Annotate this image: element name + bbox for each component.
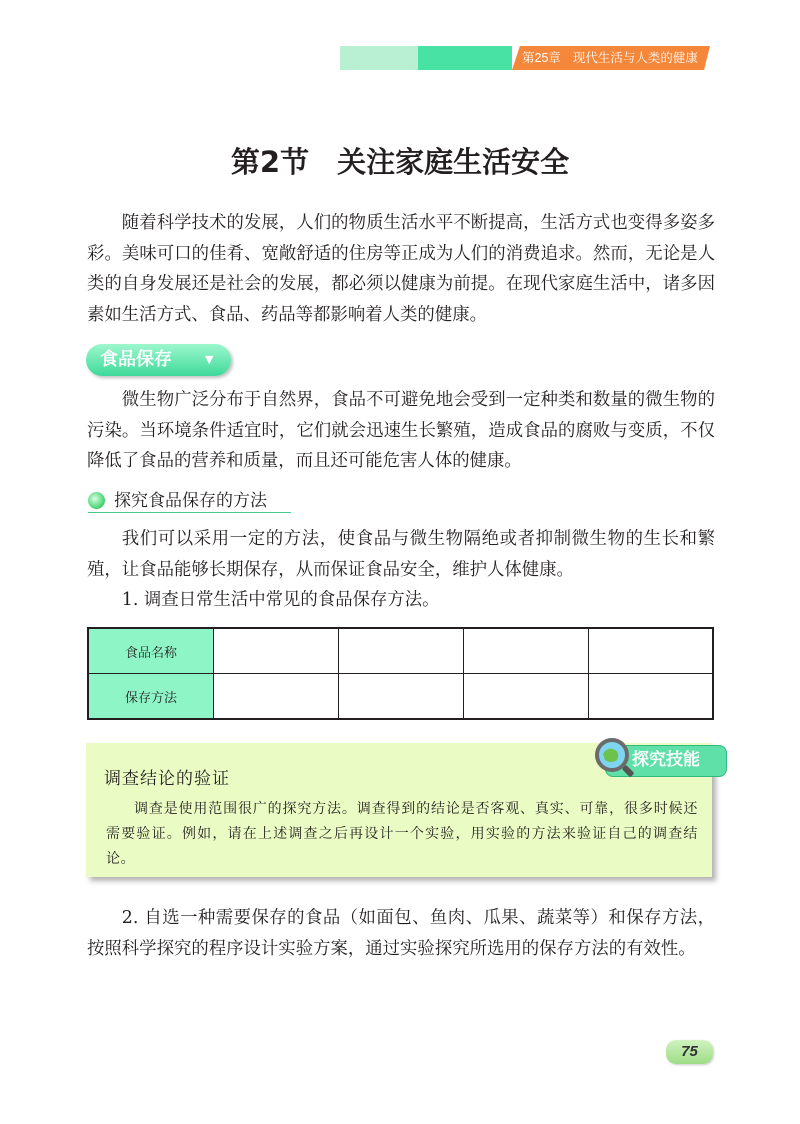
table-cell xyxy=(588,674,713,720)
header-bar-light-segment xyxy=(340,46,418,70)
table-row xyxy=(88,674,713,720)
topic-paragraph: 微生物广泛分布于自然界，食品不可避免地会受到一定种类和数量的微生物的污染。当环境条件适宜时，它们就会迅速生长繁殖，造成食品的腐败与变质，不仅降低了食品的营养和质量，而且还可能危害人体的健康。 xyxy=(87,390,715,471)
inquiry-skill-tab-label: 探究技能 xyxy=(632,750,700,770)
section-number: 第2节 xyxy=(230,145,310,179)
table-cell xyxy=(463,674,588,720)
activity-step-1: 1. 调查日常生活中常见的食品保存方法。 xyxy=(121,590,440,610)
activity-paragraph: 我们可以采用一定的方法，使食品与微生物隔绝或者抑制微生物的生长和繁殖，让食品能够长期保存，从而保证食品安全，维护人体健康。 xyxy=(87,529,715,580)
table-cell xyxy=(214,674,339,720)
page-number: 75 xyxy=(666,1040,713,1064)
food-name-header: 食品名称 xyxy=(88,628,214,674)
activity-title: 探究食品保存的方法 xyxy=(114,491,267,511)
storage-method-header: 保存方法 xyxy=(88,674,214,720)
skill-box-text: 调查是使用范围很广的探究方法。调查得到的结论是否客观、真实、可靠，很多时候还需要验证。例如，请在上述调查之后再设计一个实验，用实验的方法来验证自己的调查结论。 xyxy=(106,801,698,867)
table-cell xyxy=(338,628,463,674)
section-title xyxy=(0,140,800,181)
table-row xyxy=(88,628,713,674)
triangle-down-icon: ▼ xyxy=(205,353,214,366)
intro-paragraph: 随着科学技术的发展，人们的物质生活水平不断提高，生活方式也变得多姿多彩。美味可口的佳肴、宽敞舒适的住房等正成为人们的消费追求。然而，无论是人类的自身发展还是社会的发展，都必须以健康为前提。在现代家庭生活中，诸多因素如生活方式、食品、药品等都影响着人类的健康。 xyxy=(87,213,715,325)
table-cell xyxy=(463,628,588,674)
chapter-header-text xyxy=(522,46,706,70)
activity-title-underline xyxy=(88,512,291,513)
topic-label: 食品保存 xyxy=(100,349,172,370)
table-cell xyxy=(588,628,713,674)
chapter-number: 第25章 xyxy=(522,51,561,65)
header-bar-green-segment xyxy=(418,46,512,70)
table-cell xyxy=(214,628,339,674)
activity-step-2: 2. 自选一种需要保存的食品（如面包、鱼肉、瓜果、蔬菜等）和保存方法，按照科学探究的程序设计实验方案，通过实验探究所选用的保存方法的有效性。 xyxy=(87,908,715,959)
magnifier-globe-icon xyxy=(593,736,637,780)
chapter-title: 现代生活与人类的健康 xyxy=(572,51,698,65)
table-cell xyxy=(338,674,463,720)
section-title-text: 关注家庭生活安全 xyxy=(337,145,570,179)
bullet-circle-icon xyxy=(88,492,105,509)
survey-table xyxy=(87,627,714,720)
skill-box-heading: 调查结论的验证 xyxy=(104,769,230,789)
